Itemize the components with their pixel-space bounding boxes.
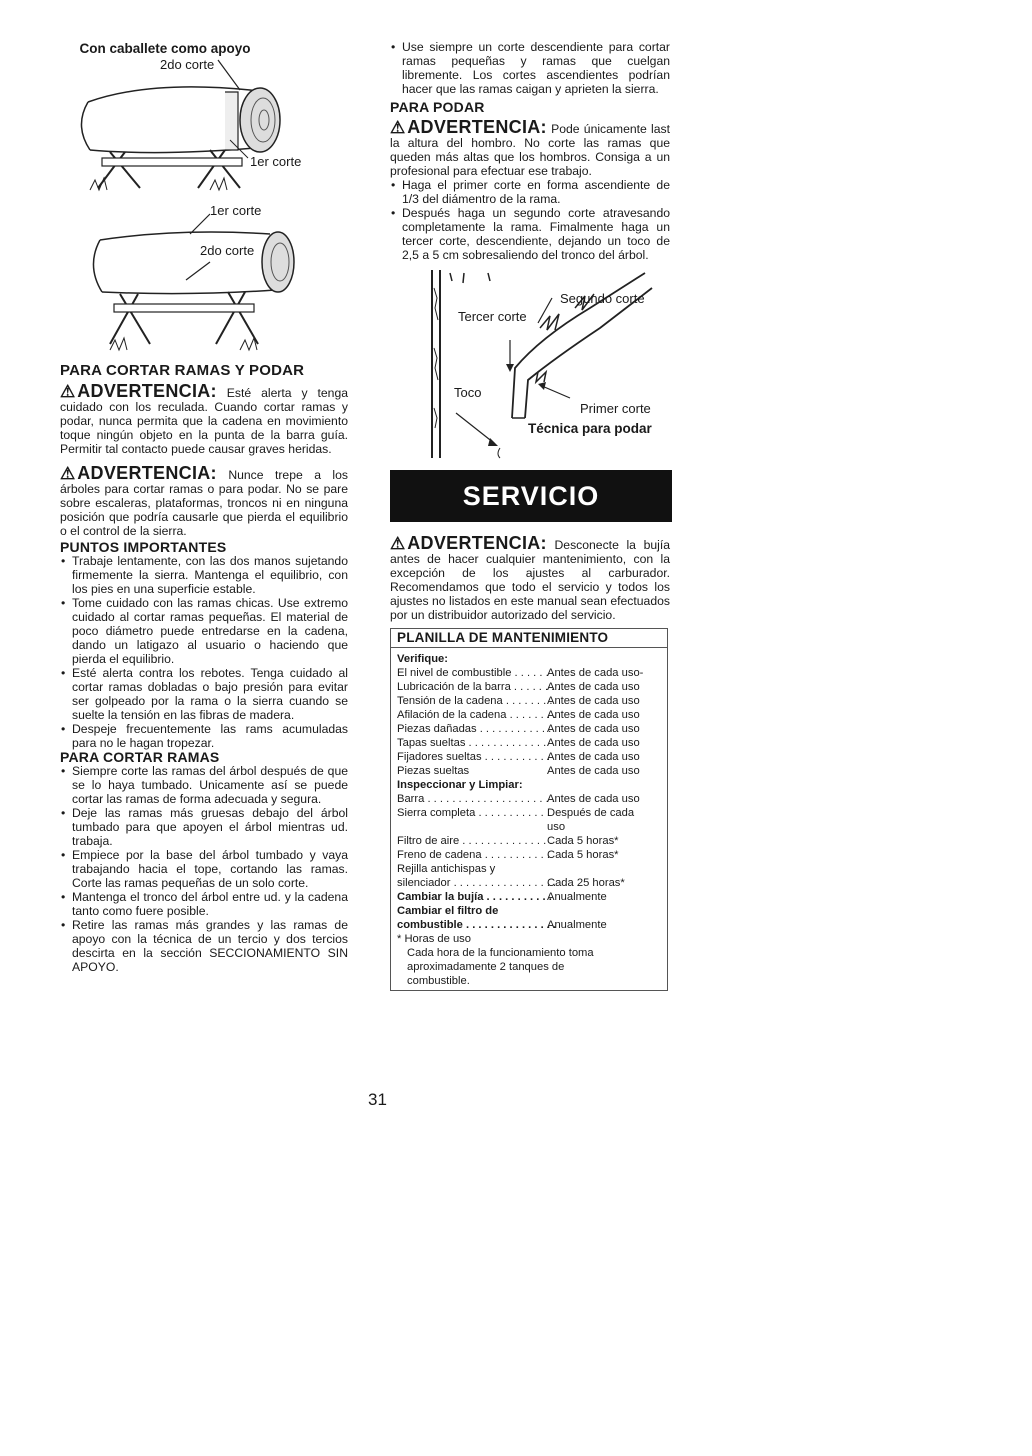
table-row: Cambiar el filtro de — [397, 905, 499, 917]
list-item: • Deje las ramas más gruesas debajo del árbol tumbado para que apoyen el árbol mientras ud. trabaja. — [60, 806, 348, 848]
heading-para-cortar-ramas-y-podar: PARA CORTAR RAMAS Y PODAR — [60, 362, 305, 379]
table-row: Afilación de la cadena . . . . . . . . Antes de cada uso — [397, 709, 640, 721]
table-row: Sierra completa . . . . . . . . . . . . Después de cada — [397, 807, 635, 819]
warning-triangle-icon: ⚠ — [60, 382, 76, 401]
table-note: * Horas de uso — [397, 933, 472, 945]
label-segundo-corte: Segundo corte — [560, 291, 645, 306]
podar-list — [390, 178, 670, 262]
right-column — [390, 40, 670, 991]
table-row: El nivel de combustible . . . . . . . . . . Antes de cada uso- — [397, 667, 644, 679]
warning-triangle-icon: ⚠ — [390, 118, 406, 137]
heading-para-cortar-ramas: PARA CORTAR RAMAS — [60, 749, 220, 765]
list-item: • Retire las ramas más grandes y las ramas de apoyo con la técnica de un tercio y dos tercios descirta en la sección SECCIONAMIENTO SIN APOYO. — [60, 918, 348, 974]
list-item: • Después haga un segundo corte atravesando completamente la rama. Fimalmente haga un tercer corte, descendiente, dejando un toco de 2,5 a 5 cm sobresaliendo del tronco del árbol. — [390, 206, 670, 262]
label-tercer-corte: Tercer corte — [458, 309, 527, 324]
table-row: Piezas sueltas Antes de cada uso — [397, 765, 640, 777]
warning-lead: ADVERTENCIA: — [77, 463, 217, 483]
heading-puntos-importantes: PUNTOS IMPORTANTES — [60, 539, 227, 555]
table-note: aproximadamente 2 tanques de — [407, 961, 565, 973]
label-primer-corte: Primer corte — [580, 401, 651, 416]
table-note: combustible. — [407, 975, 470, 987]
warning-lead: ADVERTENCIA: — [407, 533, 547, 553]
warning-1 — [60, 381, 348, 456]
table-row: silenciador . . . . . . . . . . . . . . . . . Cada 25 horas* — [397, 877, 625, 889]
table-row: Cambiar la bujía . . . . . . . . . . . Anualmente — [397, 891, 607, 903]
warning-triangle-icon: ⚠ — [60, 464, 76, 483]
table-row: Freno de cadena . . . . . . . . . . . Cada 5 horas* — [397, 849, 619, 861]
warning-2 — [60, 463, 349, 538]
label-2do-corte-2: 2do corte — [200, 243, 255, 258]
table-row: Tapas sueltas . . . . . . . . . . . . . Antes de cada uso — [397, 737, 640, 749]
maintenance-table-title: PLANILLA DE MANTENIMIENTO — [391, 629, 667, 648]
table-row: Piezas dañadas . . . . . . . . . . . . Antes de cada uso — [397, 723, 640, 735]
label-toco: Toco — [454, 385, 482, 400]
list-item: • Mantenga el tronco del árbol entre ud. y la cadena tanto como fuere posible. — [60, 890, 348, 918]
list-item: • Use siempre un corte descendiente para cortar ramas pequeñas y ramas que cuelgan libremente. Los cortes ascendientes podrían hacer que las ramas caigan y aprieten la sierra. — [390, 40, 670, 96]
list-item: • Haga el primer corte en forma ascendiente de 1/3 del diámentro de la rama. — [390, 178, 670, 206]
warning-4 — [390, 533, 670, 622]
log-on-sawhorse-illustration — [60, 40, 348, 190]
table-row: combustible . . . . . . . . . . . . . . . Anualmente — [397, 919, 607, 931]
table-row: Filtro de aire . . . . . . . . . . . . . . . Cada 5 horas* — [397, 835, 619, 847]
puntos-list — [60, 554, 348, 750]
label-1er-corte-2: 1er corte — [210, 203, 262, 218]
table-note: Cada hora de la funcionamiento toma — [407, 947, 594, 959]
list-item: • Tome cuidado con las ramas chicas. Use extremo cuidado al cortar ramas pequeñas. El material de poco diámetro puede entredarse en la cadena, dando un latigazo al usuario o haciendo que pierda el equilibrio. — [60, 596, 348, 666]
list-item: • Siempre corte las ramas del árbol después de que se lo haya tumbado. Unicamente así se puede cortar las ramas de forma adecuada y segura. — [60, 764, 348, 806]
figure-sawhorse-1 — [60, 40, 348, 190]
table-row: Tensión de la cadena . . . . . . . . Antes de cada uso — [397, 695, 640, 707]
list-item: • Despeje frecuentemente las rams acumuladas para no le hagan tropezar. — [60, 722, 348, 750]
maintenance-table — [390, 628, 668, 991]
warning-text: Nunce trepe a los árboles para cortar ramas o para podar. No se pare sobre escaleras, plataformas, troncos ni en ninguna posición que podría causarle que pierda el equilibrio o el control de la sierra. — [60, 468, 349, 538]
servicio-banner: SERVICIO — [390, 470, 672, 522]
warning-3 — [390, 117, 670, 178]
list-item: • Esté alerta contra los rebotes. Tenga cuidado al cortar ramas dobladas o bajo presión para evitar ser golpeado por la rama o la sierra cuando se suelte la tensión en las fibras de madera. — [60, 666, 348, 722]
table-row: Fijadores sueltas . . . . . . . . . . . Antes de cada uso — [397, 751, 640, 763]
table-row: uso — [547, 821, 566, 833]
warning-triangle-icon: ⚠ — [390, 534, 406, 553]
table-row: Lubricación de la barra . . . . . . . . Antes de cada uso — [397, 681, 640, 693]
warning-lead: ADVERTENCIA: — [407, 117, 547, 137]
cortar-list — [60, 764, 348, 974]
section-verifique: Verifique: — [397, 653, 448, 665]
warning-lead: ADVERTENCIA: — [77, 381, 217, 401]
label-2do-corte: 2do corte — [160, 57, 215, 72]
top-list — [390, 40, 670, 96]
table-row: Barra . . . . . . . . . . . . . . . . . . . . . Antes de cada uso — [397, 793, 640, 805]
heading-para-podar: PARA PODAR — [390, 99, 485, 115]
figure-title: Con caballete como apoyo — [79, 41, 251, 56]
figure-pruning-technique — [390, 268, 670, 458]
list-item: • Trabaje lentamente, con las dos manos sujetando firmemente la sierra. Mantenga el equilibrio, con los pies en una superficie estable. — [60, 554, 348, 596]
section-inspeccionar: Inspeccionar y Limpiar: — [397, 779, 523, 791]
log-on-sawhorse-illustration-2 — [60, 204, 348, 352]
figure-sawhorse-2 — [60, 204, 348, 352]
list-item: • Empiece por la base del árbol tumbado y vaya trabajando hacia el tope, cortando las ramas. Corte las ramas pequeñas de un solo corte. — [60, 848, 348, 890]
label-1er-corte: 1er corte — [250, 154, 302, 169]
warning-text: Pode únicamente last la altura del hombro. No corte las ramas que queden más altas que los hombros. Consiga a un profesional para efectuar ese trabajo. — [390, 122, 670, 178]
figure-caption: Técnica para podar — [528, 421, 652, 436]
table-row: Rejilla antichispas y — [397, 863, 496, 875]
warning-text: Desconecte la bujía antes de hacer cualquier mantenimiento, con la excepción de los ajustes al carburador. Recomendamos que todo el servicio y todos los ajustes no listados en este manual sean efectuados por un distribuidor autorizado del servicio. — [390, 538, 670, 622]
warning-text: Esté alerta y tenga cuidado con los reculada. Cuando cortar ramas y podar, nunca permita que la cadena en movimiento toque ningún objeto en la punta de la barra guía. Permitir tal contacto puede causar graves heridas. — [60, 386, 348, 456]
page-number: 31 — [368, 1090, 387, 1109]
left-column — [60, 40, 348, 974]
